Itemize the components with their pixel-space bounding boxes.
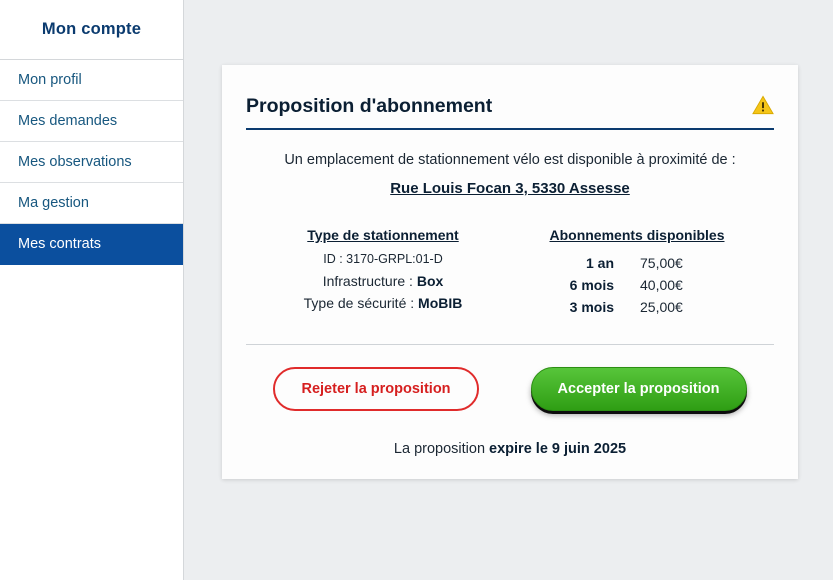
subscriptions-column [510,227,764,318]
table-row [554,296,720,318]
parking-security-value: MoBIB [418,295,463,311]
parking-type-column [256,227,510,318]
main-content [184,0,833,580]
sidebar-item-label: Mes observations [18,154,132,170]
sidebar-item-ma-gestion[interactable] [0,183,183,224]
divider [246,344,774,345]
card-header [246,95,774,130]
warning-triangle-icon [752,94,774,116]
sidebar [0,0,184,580]
action-buttons [246,367,774,411]
subscription-price: 25,00€ [640,299,683,315]
sidebar-item-label: Mon profil [18,72,82,88]
subscriptions-table [554,252,720,318]
address-link[interactable]: Rue Louis Focan 3, 5330 Assesse [390,180,630,197]
subscription-proposal-card [222,65,798,479]
sidebar-item-label: Mes demandes [18,113,118,129]
sidebar-item-mon-profil[interactable] [0,60,183,101]
sidebar-filler [0,265,183,580]
sidebar-title: Mon compte [0,0,183,60]
subscription-price: 75,00€ [640,255,683,271]
parking-type-heading: Type de stationnement [307,227,459,243]
expiry-date: expire le 9 juin 2025 [489,441,627,457]
subscription-duration: 1 an [585,255,614,271]
sidebar-item-mes-demandes[interactable] [0,101,183,142]
table-row [554,252,720,274]
subscription-duration: 6 mois [569,277,614,293]
parking-infrastructure-value: Box [416,273,444,289]
details-columns [246,227,774,318]
parking-security-row [256,295,510,311]
table-row [554,274,720,296]
parking-infrastructure-row [256,273,510,289]
availability-text: Un emplacement de stationnement vélo est disponible à proximité de : [284,152,736,168]
parking-infrastructure-label: Infrastructure : [322,273,413,289]
parking-security-label: Type de sécurité : [303,295,415,311]
subscription-price: 40,00€ [640,277,683,293]
reject-proposal-button[interactable]: Rejeter la proposition [273,367,478,411]
parking-id: ID : 3170-GRPL:01-D [323,252,443,266]
sidebar-item-label: Mes contrats [18,236,101,252]
page-title: Proposition d'abonnement [246,95,493,117]
accept-proposal-button[interactable]: Accepter la proposition [531,367,747,411]
sidebar-item-mes-observations[interactable] [0,142,183,183]
subscription-duration: 3 mois [569,299,614,315]
sidebar-item-label: Ma gestion [18,195,89,211]
subscriptions-heading: Abonnements disponibles [549,227,725,243]
sidebar-item-mes-contrats[interactable] [0,224,183,265]
expiry-prefix: La proposition [393,441,490,457]
expiry-text [246,441,774,457]
